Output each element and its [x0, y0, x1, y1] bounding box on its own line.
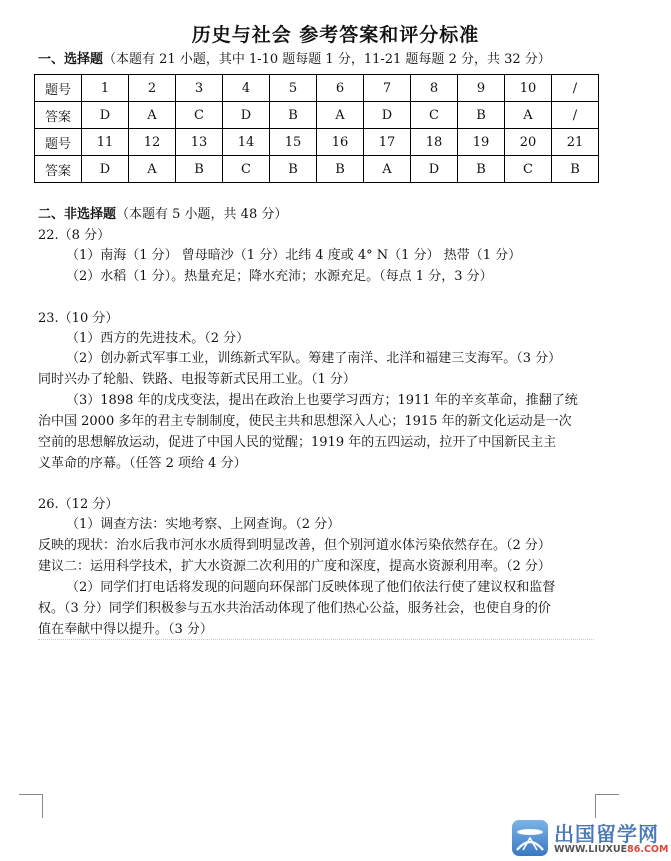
q23-part3: （3）1898 年的戊戌变法，提出在政治上也要学习西方；1911 年的辛亥革命，推翻了统 — [66, 393, 578, 408]
answer-cell: / — [552, 102, 599, 129]
row-label-question: 题号 — [35, 75, 82, 102]
question-number: 6 — [317, 75, 364, 102]
question-number: 12 — [129, 129, 176, 156]
question-number: 7 — [364, 75, 411, 102]
answer-cell: D — [411, 156, 458, 183]
q23-part3-cont2: 空前的思想解放运动，促进了中国人民的觉醒；1919 年的五四运动，拉开了中国新民主主 — [38, 435, 557, 450]
q23-part2: （2）创办新式军事工业，训练新式军队。筹建了南洋、北洋和福建三支海军。（3 分） — [66, 351, 562, 366]
q26-part1: （1）调查方法：实地考察、上网查询。（2 分） — [66, 517, 341, 532]
answer-cell: D — [82, 102, 129, 129]
dotted-divider — [38, 639, 594, 640]
document-title: 历史与社会 参考答案和评分标准 — [191, 24, 480, 46]
answer-cell: B — [270, 102, 317, 129]
q22-header: 22.（8 分） — [38, 228, 111, 243]
q23-part3-cont3: 义革命的序幕。（任答 2 项给 4 分） — [38, 456, 247, 471]
watermark-logo — [512, 820, 667, 860]
question-number: 16 — [317, 129, 364, 156]
question-number: 21 — [552, 129, 599, 156]
question-number: 19 — [458, 129, 505, 156]
question-number: 9 — [458, 75, 505, 102]
answer-cell: D — [223, 102, 270, 129]
table-row-answers-1 — [35, 102, 599, 129]
q26-status: 反映的现状：治水后我市河水水质得到明显改善，但个别河道水体污染依然存在。（2 分） — [38, 538, 551, 553]
question-number: 2 — [129, 75, 176, 102]
row-label-answer: 答案 — [35, 102, 82, 129]
answer-cell: A — [364, 156, 411, 183]
question-number: 14 — [223, 129, 270, 156]
answer-cell: B — [458, 156, 505, 183]
question-number: 8 — [411, 75, 458, 102]
question-number: 15 — [270, 129, 317, 156]
question-number: 11 — [82, 129, 129, 156]
answer-cell: B — [176, 156, 223, 183]
question-number: 13 — [176, 129, 223, 156]
answer-cell: D — [364, 102, 411, 129]
q22-part1: （1）南海（1 分） 曾母暗沙（1 分）北纬 4 度或 4° N（1 分） 热带（1 分） — [66, 248, 522, 263]
question-number: 1 — [82, 75, 129, 102]
answer-cell: A — [505, 102, 552, 129]
page-corner-mark-right — [595, 794, 619, 818]
answer-cell: A — [317, 102, 364, 129]
question-number: / — [552, 75, 599, 102]
section1-heading: 一、选择题 — [38, 52, 104, 67]
q23-header: 23.（10 分） — [38, 311, 119, 326]
answer-cell: B — [317, 156, 364, 183]
answer-cell: C — [223, 156, 270, 183]
question-number: 5 — [270, 75, 317, 102]
row-label-question: 题号 — [35, 129, 82, 156]
watermark-globe-icon — [512, 820, 548, 856]
section1-heading-line — [38, 51, 551, 68]
table-row-question-numbers-2 — [35, 129, 599, 156]
answer-cell: A — [129, 102, 176, 129]
q26-part2-cont1: 权。（3 分）同学们积极参与五水共治活动体现了他们热心公益，服务社会，也使自身的价 — [38, 601, 551, 616]
q23-part1: （1）西方的先进技术。（2 分） — [66, 331, 250, 346]
question-number: 3 — [176, 75, 223, 102]
section1-note: （本题有 21 小题，其中 1-10 题每题 1 分，11-21 题每题 2 分，共 32 分） — [103, 52, 551, 67]
question-number: 20 — [505, 129, 552, 156]
q26-part2-cont2: 值在奉献中得以提升。（3 分） — [38, 622, 213, 637]
answer-cell: D — [82, 156, 129, 183]
answer-table — [34, 74, 599, 183]
answer-cell: C — [176, 102, 223, 129]
q22-part2: （2）水稻（1 分）。热量充足；降水充沛；水源充足。（每点 1 分，3 分） — [66, 269, 493, 284]
table-row-answers-2 — [35, 156, 599, 183]
q23-part3-cont1: 治中国 2000 多年的君主专制制度，使民主共和思想深入人心；1915 年的新文化运动是一次 — [38, 414, 572, 429]
watermark-url — [554, 844, 668, 855]
answer-cell: B — [270, 156, 317, 183]
q26-suggestion: 建议二：运用科学技术，扩大水资源二次利用的广度和深度，提高水资源利用率。（2 分） — [38, 559, 551, 574]
answer-cell: C — [411, 102, 458, 129]
answer-cell: A — [129, 156, 176, 183]
watermark-url-prefix: WWW.LIUXUE — [554, 844, 628, 855]
row-label-answer: 答案 — [35, 156, 82, 183]
question-number: 17 — [364, 129, 411, 156]
q26-part2: （2）同学们打电话将发现的问题向环保部门反映体现了他们依法行使了建议权和监督 — [66, 580, 556, 595]
watermark-url-suffix: 86.COM — [627, 844, 669, 855]
question-number: 4 — [223, 75, 270, 102]
page-corner-mark-left — [19, 794, 43, 818]
question-number: 18 — [411, 129, 458, 156]
answer-cell: B — [458, 102, 505, 129]
answer-cell: B — [552, 156, 599, 183]
watermark-site-name: 出国留学网 — [554, 822, 659, 846]
q26-header: 26.（12 分） — [38, 497, 119, 512]
q23-part2-cont: 同时兴办了轮船、铁路、电报等新式民用工业。（1 分） — [38, 372, 356, 387]
section2-heading-line — [38, 206, 287, 223]
table-row-question-numbers-1 — [35, 75, 599, 102]
section2-heading: 二、非选择题 — [38, 207, 117, 222]
answer-cell: C — [505, 156, 552, 183]
section2-note: （本题有 5 小题，共 48 分） — [116, 207, 288, 222]
question-number: 10 — [505, 75, 552, 102]
